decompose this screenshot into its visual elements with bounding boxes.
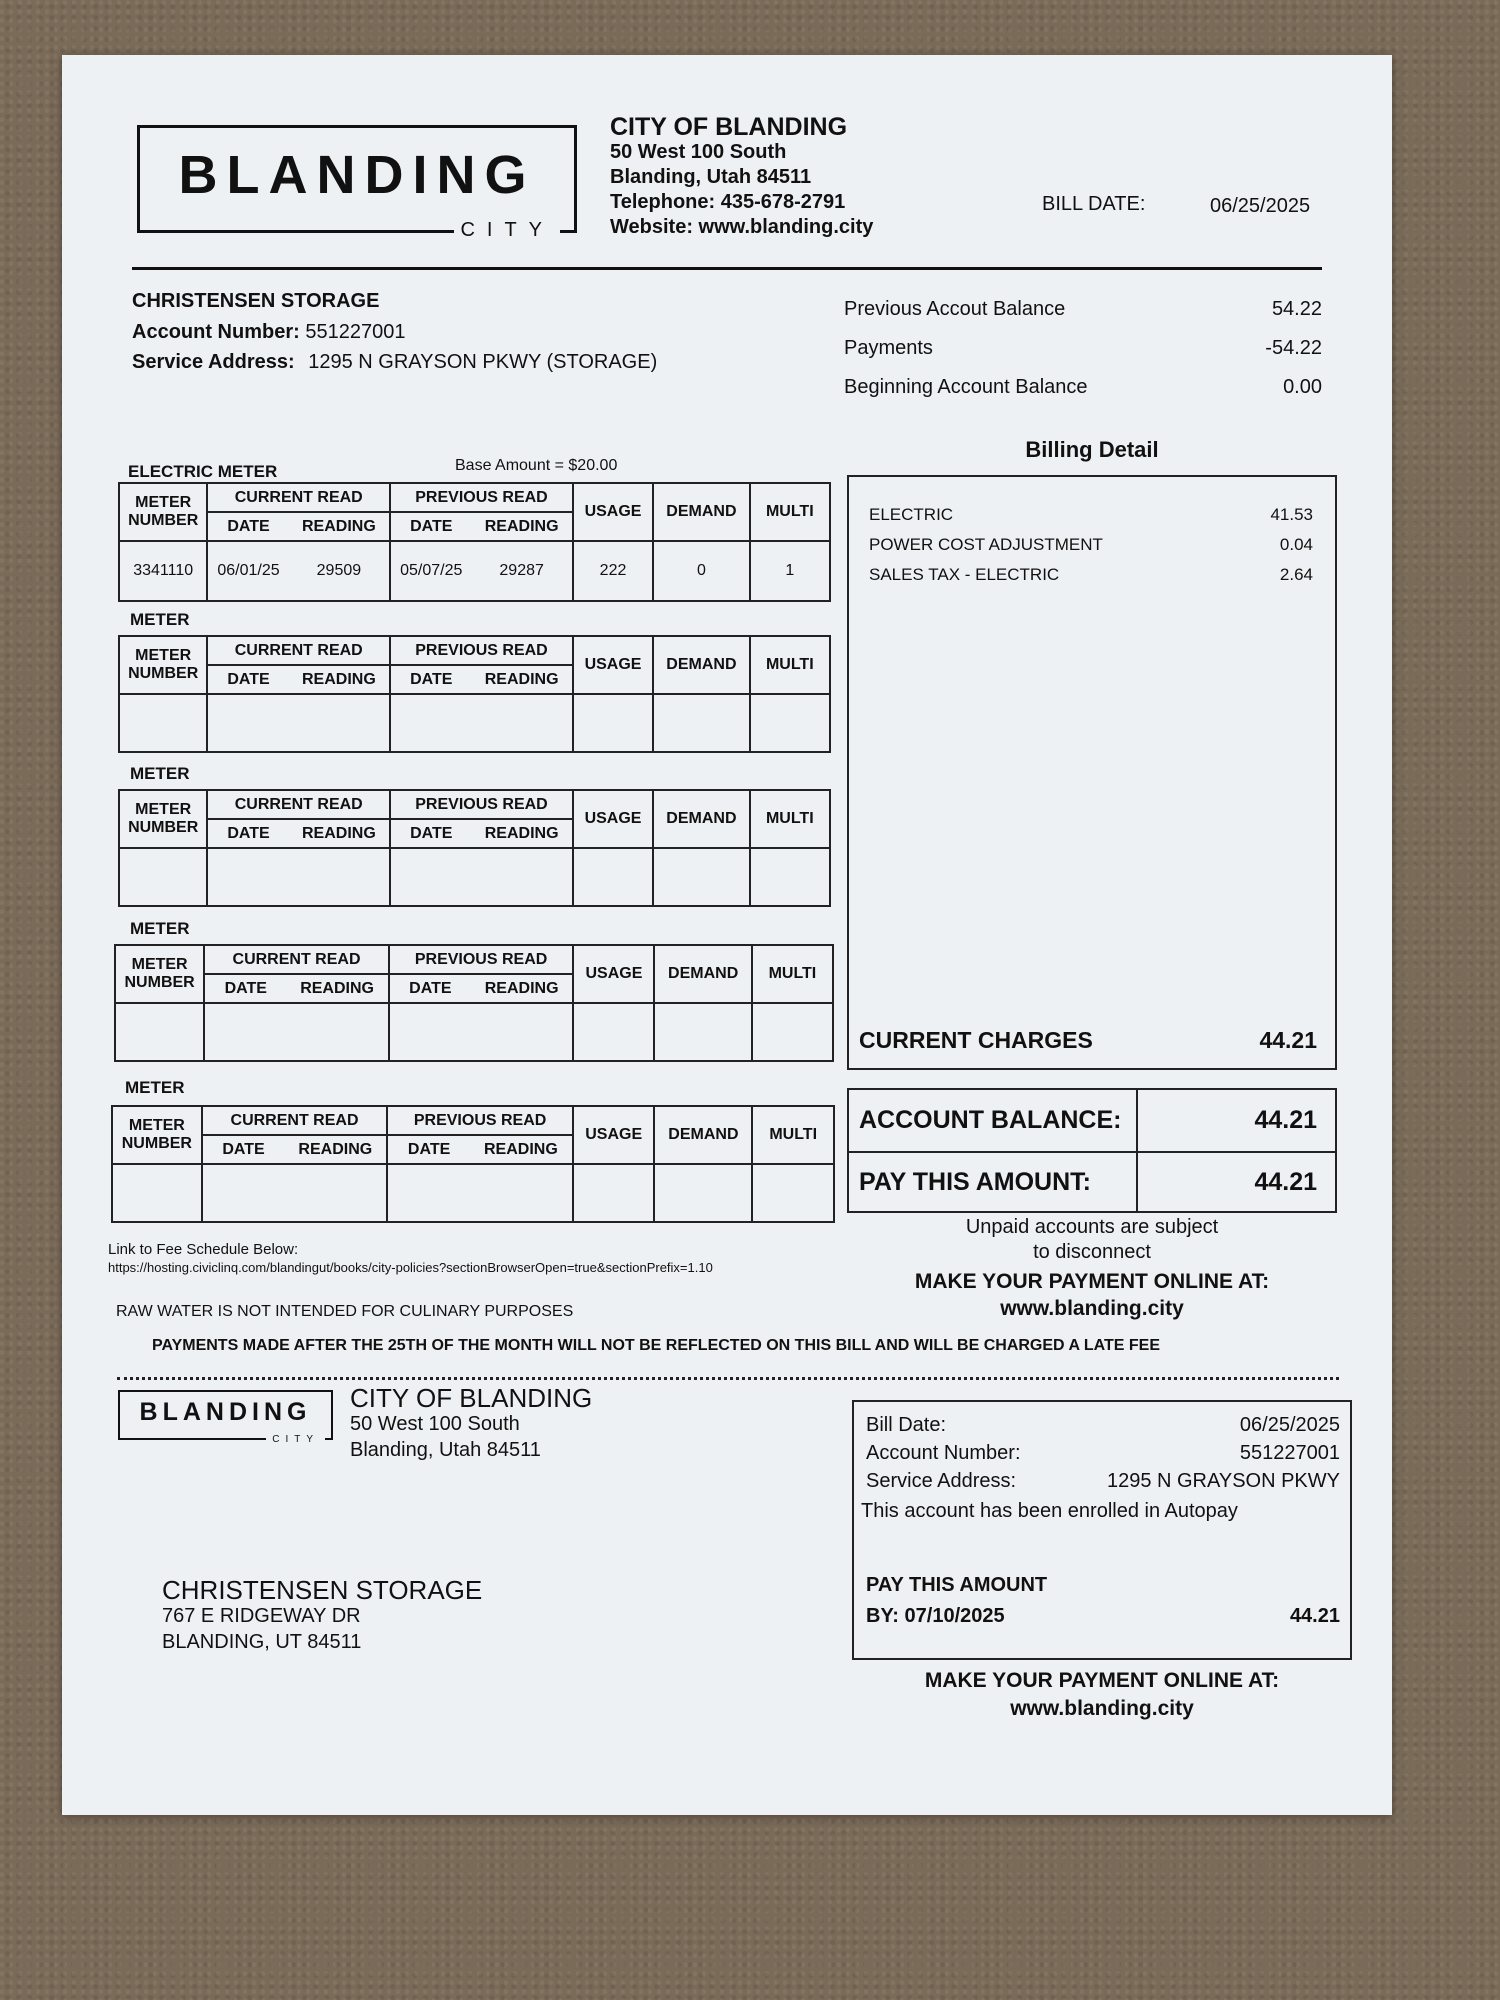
previous-balance-label: Previous Accout Balance: [844, 298, 1066, 320]
org-address2: Blanding, Utah 84511: [610, 166, 812, 188]
meter-number-header: [115, 945, 204, 1003]
unpaid-line1: Unpaid accounts are subject: [965, 1216, 1219, 1238]
meter-number-header: [112, 1106, 202, 1164]
service-address-label: Service Address:: [132, 351, 295, 373]
bill-date-label: BILL DATE:: [1042, 193, 1146, 215]
empty-cell: [387, 1164, 573, 1222]
usage-cell: 222: [573, 541, 653, 601]
empty-cell: [653, 694, 749, 752]
stub-due-row: [866, 1605, 1340, 1628]
previous-read-header: PREVIOUS READ: [387, 1106, 573, 1135]
stub-pay-label: PAY THIS AMOUNT: [866, 1574, 1048, 1596]
usage-header: USAGE: [573, 636, 653, 694]
billing-item: [869, 535, 1313, 555]
stub-pay-online-block: [852, 1667, 1352, 1723]
org-website: Website: www.blanding.city: [610, 216, 874, 238]
meter-header-text: METER: [131, 956, 188, 973]
number-header-text: NUMBER: [128, 665, 199, 682]
current-reading-header: READING: [289, 512, 390, 541]
mailing-address1: 767 E RIDGEWAY DR: [162, 1605, 361, 1627]
pay-amount-label: PAY THIS AMOUNT:: [859, 1168, 1091, 1196]
empty-cell: [204, 1003, 389, 1061]
pay-online-label: MAKE YOUR PAYMENT ONLINE AT:: [914, 1270, 1270, 1293]
current-read-header: CURRENT READ: [207, 790, 390, 819]
meter-header-text: METER: [135, 647, 192, 664]
previous-reading-header: READING: [471, 665, 572, 694]
blanding-logo-small: [118, 1390, 333, 1445]
current-read-header: CURRENT READ: [204, 945, 389, 974]
empty-cell: [573, 1003, 654, 1061]
mailing-name: CHRISTENSEN STORAGE: [162, 1575, 483, 1605]
number-header-text: NUMBER: [121, 1135, 192, 1152]
multi-header: MULTI: [752, 945, 833, 1003]
demand-cell: 0: [653, 541, 749, 601]
stub-due-date: BY: 07/10/2025: [866, 1605, 1005, 1627]
demand-header: DEMAND: [653, 483, 749, 541]
previous-read-header: PREVIOUS READ: [389, 945, 574, 974]
meter-label-2: METER: [130, 610, 190, 629]
previous-date-header: DATE: [390, 512, 471, 541]
bill-paper: [62, 55, 1392, 1815]
current-reading-header: READING: [289, 665, 390, 694]
previous-reading-header: READING: [471, 819, 572, 848]
empty-cell: [573, 848, 653, 906]
empty-cell: [390, 848, 573, 906]
tear-line: [117, 1377, 1339, 1380]
service-address-value: 1295 N GRAYSON PKWY (STORAGE): [308, 351, 658, 373]
stub-org-address: [350, 1385, 592, 1463]
previous-date-header: DATE: [389, 974, 471, 1003]
billing-detail-title: Billing Detail: [1025, 437, 1159, 462]
previous-reading-header: READING: [471, 512, 572, 541]
billing-item-label: POWER COST ADJUSTMENT: [869, 535, 1103, 554]
balance-summary-box: [847, 1088, 1337, 1213]
empty-cell: [750, 694, 830, 752]
previous-reading-header: READING: [471, 974, 573, 1003]
payments-value: -54.22: [1265, 337, 1322, 359]
electric-meter-label: ELECTRIC METER: [128, 462, 278, 481]
stub-account-row: [866, 1442, 1340, 1465]
empty-cell: [573, 1164, 655, 1222]
org-header: [610, 115, 873, 240]
stub-bill-date-value: 06/25/2025: [1239, 1414, 1340, 1436]
meter-label-4: METER: [130, 919, 190, 938]
multi-header: MULTI: [750, 636, 830, 694]
previous-date-header: DATE: [387, 1135, 470, 1164]
previous-date-header: DATE: [390, 819, 471, 848]
meter-number-header: [119, 636, 207, 694]
previous-date-cell: 05/07/25: [390, 541, 471, 601]
stub-amount: 44.21: [1289, 1605, 1340, 1627]
billing-detail-box: [847, 475, 1337, 1070]
org-telephone: Telephone: 435-678-2791: [610, 191, 846, 213]
demand-header: DEMAND: [654, 1106, 752, 1164]
usage-header: USAGE: [573, 790, 653, 848]
demand-header: DEMAND: [653, 790, 749, 848]
billing-item: [869, 505, 1313, 525]
account-balance-value: 44.21: [1254, 1106, 1317, 1134]
mailing-address: [162, 1577, 482, 1655]
previous-reading-cell: 29287: [471, 541, 572, 601]
multi-cell: 1: [750, 541, 830, 601]
current-date-header: DATE: [207, 512, 288, 541]
current-read-header: CURRENT READ: [202, 1106, 388, 1135]
mailing-address2: BLANDING, UT 84511: [162, 1631, 362, 1653]
current-date-cell: 06/01/25: [207, 541, 288, 601]
fee-schedule-link[interactable]: https://hosting.civiclinq.com/blandingut/books/city-policies?sectionBrowserOpen=true&sectionPrefix=1.10: [108, 1260, 713, 1275]
fee-link-label: Link to Fee Schedule Below:: [108, 1241, 299, 1258]
demand-header: DEMAND: [654, 945, 751, 1003]
pay-amount-value: 44.21: [1254, 1168, 1317, 1196]
billing-item: [869, 565, 1313, 585]
pay-online-link[interactable]: www.blanding.city: [1000, 1297, 1184, 1320]
stub-pay-online-label: MAKE YOUR PAYMENT ONLINE AT:: [924, 1669, 1280, 1692]
beginning-balance-label: Beginning Account Balance: [844, 376, 1088, 398]
current-date-header: DATE: [202, 1135, 285, 1164]
empty-cell: [207, 694, 390, 752]
current-read-header: CURRENT READ: [207, 636, 390, 665]
empty-cell: [653, 848, 749, 906]
number-header-text: NUMBER: [128, 512, 199, 529]
remittance-box: [852, 1400, 1352, 1660]
electric-meter-table: [118, 482, 831, 602]
meter-header-text: METER: [135, 494, 192, 511]
header-divider: [132, 267, 1322, 270]
account-number-line: [132, 321, 405, 344]
empty-cell: [389, 1003, 574, 1061]
base-amount: Base Amount = $20.00: [455, 457, 618, 474]
empty-cell: [654, 1164, 752, 1222]
summary-divider-h: [849, 1151, 1335, 1153]
previous-read-header: PREVIOUS READ: [390, 483, 573, 512]
previous-read-header: PREVIOUS READ: [390, 636, 573, 665]
account-balance-label: ACCOUNT BALANCE:: [859, 1106, 1122, 1134]
empty-cell: [119, 848, 207, 906]
current-date-header: DATE: [204, 974, 286, 1003]
logo-text: BLANDING: [139, 1398, 312, 1426]
beginning-balance-value: 0.00: [1283, 376, 1322, 398]
org-address1: 50 West 100 South: [610, 141, 787, 163]
multi-header: MULTI: [750, 790, 830, 848]
meter-number-cell: 3341110: [119, 541, 207, 601]
number-header-text: NUMBER: [124, 974, 195, 991]
meter-number-header: [119, 483, 207, 541]
payments-label: Payments: [844, 337, 933, 359]
current-charges-row: [859, 1027, 1317, 1054]
late-fee-notice: PAYMENTS MADE AFTER THE 25TH OF THE MONTH WILL NOT BE REFLECTED ON THIS BILL AND WILL BE CHARGED A LATE FEE: [152, 1337, 1161, 1354]
meter-label-5: METER: [125, 1078, 185, 1097]
pay-online-block: [847, 1268, 1337, 1322]
current-reading-cell: 29509: [289, 541, 390, 601]
stub-service-row: [866, 1470, 1340, 1493]
demand-header: DEMAND: [653, 636, 749, 694]
multi-header: MULTI: [752, 1106, 834, 1164]
billing-item-value: 0.04: [1279, 535, 1313, 554]
number-header-text: NUMBER: [128, 819, 199, 836]
empty-cell: [752, 1003, 833, 1061]
empty-cell: [573, 694, 653, 752]
current-charges-label: CURRENT CHARGES: [859, 1027, 1093, 1053]
empty-cell: [112, 1164, 202, 1222]
empty-cell: [654, 1003, 751, 1061]
previous-reading-header: READING: [470, 1135, 573, 1164]
current-date-header: DATE: [207, 665, 288, 694]
stub-service-value: 1295 N GRAYSON PKWY: [1106, 1470, 1340, 1492]
unpaid-line2: to disconnect: [1033, 1241, 1151, 1263]
current-date-header: DATE: [207, 819, 288, 848]
empty-cell: [202, 1164, 388, 1222]
previous-date-header: DATE: [390, 665, 471, 694]
meter-table-2: [118, 635, 831, 753]
meter-header-text: METER: [135, 801, 192, 818]
meter-table-3: [118, 789, 831, 907]
previous-balance-value: 54.22: [1271, 298, 1322, 320]
billing-item-value: 2.64: [1279, 565, 1313, 584]
stub-org-address2: Blanding, Utah 84511: [350, 1439, 541, 1461]
empty-cell: [752, 1164, 834, 1222]
customer-name: CHRISTENSEN STORAGE: [132, 290, 380, 312]
previous-read-header: PREVIOUS READ: [390, 790, 573, 819]
account-number-label: Account Number:: [132, 321, 300, 343]
multi-header: MULTI: [750, 483, 830, 541]
disconnect-notice: [847, 1215, 1337, 1265]
meter-table-5: [111, 1105, 835, 1223]
logo-text: BLANDING: [178, 145, 536, 205]
current-read-header: CURRENT READ: [207, 483, 390, 512]
empty-cell: [207, 848, 390, 906]
meter-number-header: [119, 790, 207, 848]
stub-account-label: Account Number:: [866, 1442, 1021, 1464]
current-reading-header: READING: [286, 974, 388, 1003]
autopay-notice: This account has been enrolled in Autopay: [861, 1500, 1238, 1522]
meter-label-3: METER: [130, 764, 190, 783]
stub-account-value: 551227001: [1239, 1442, 1340, 1464]
stub-pay-online-link[interactable]: www.blanding.city: [1010, 1697, 1194, 1720]
service-address-line: [132, 351, 657, 374]
current-reading-header: READING: [289, 819, 390, 848]
bill-date-value: 06/25/2025: [1210, 195, 1311, 217]
billing-item-label: ELECTRIC: [869, 505, 954, 524]
billing-item-value: 41.53: [1270, 505, 1313, 524]
empty-cell: [750, 848, 830, 906]
org-name: CITY OF BLANDING: [610, 113, 848, 141]
raw-water-notice: RAW WATER IS NOT INTENDED FOR CULINARY PURPOSES: [116, 1303, 574, 1320]
billing-item-label: SALES TAX - ELECTRIC: [869, 565, 1060, 584]
usage-header: USAGE: [573, 945, 654, 1003]
empty-cell: [115, 1003, 204, 1061]
usage-header: USAGE: [573, 483, 653, 541]
stub-org-address1: 50 West 100 South: [350, 1413, 520, 1435]
current-reading-header: READING: [284, 1135, 387, 1164]
empty-cell: [119, 694, 207, 752]
current-charges-value: 44.21: [1259, 1027, 1317, 1053]
stub-bill-date-row: [866, 1414, 1340, 1437]
usage-header: USAGE: [573, 1106, 655, 1164]
meter-table-4: [114, 944, 834, 1062]
stub-org-name: CITY OF BLANDING: [350, 1383, 593, 1413]
meter-header-text: METER: [128, 1117, 185, 1134]
blanding-logo: [137, 125, 577, 241]
account-number-value: 551227001: [305, 321, 406, 343]
logo-subtext: CITY: [454, 219, 560, 242]
stub-bill-date-label: Bill Date:: [866, 1414, 947, 1436]
empty-cell: [390, 694, 573, 752]
logo-subtext: CITY: [266, 1434, 325, 1445]
stub-service-label: Service Address:: [866, 1470, 1017, 1492]
